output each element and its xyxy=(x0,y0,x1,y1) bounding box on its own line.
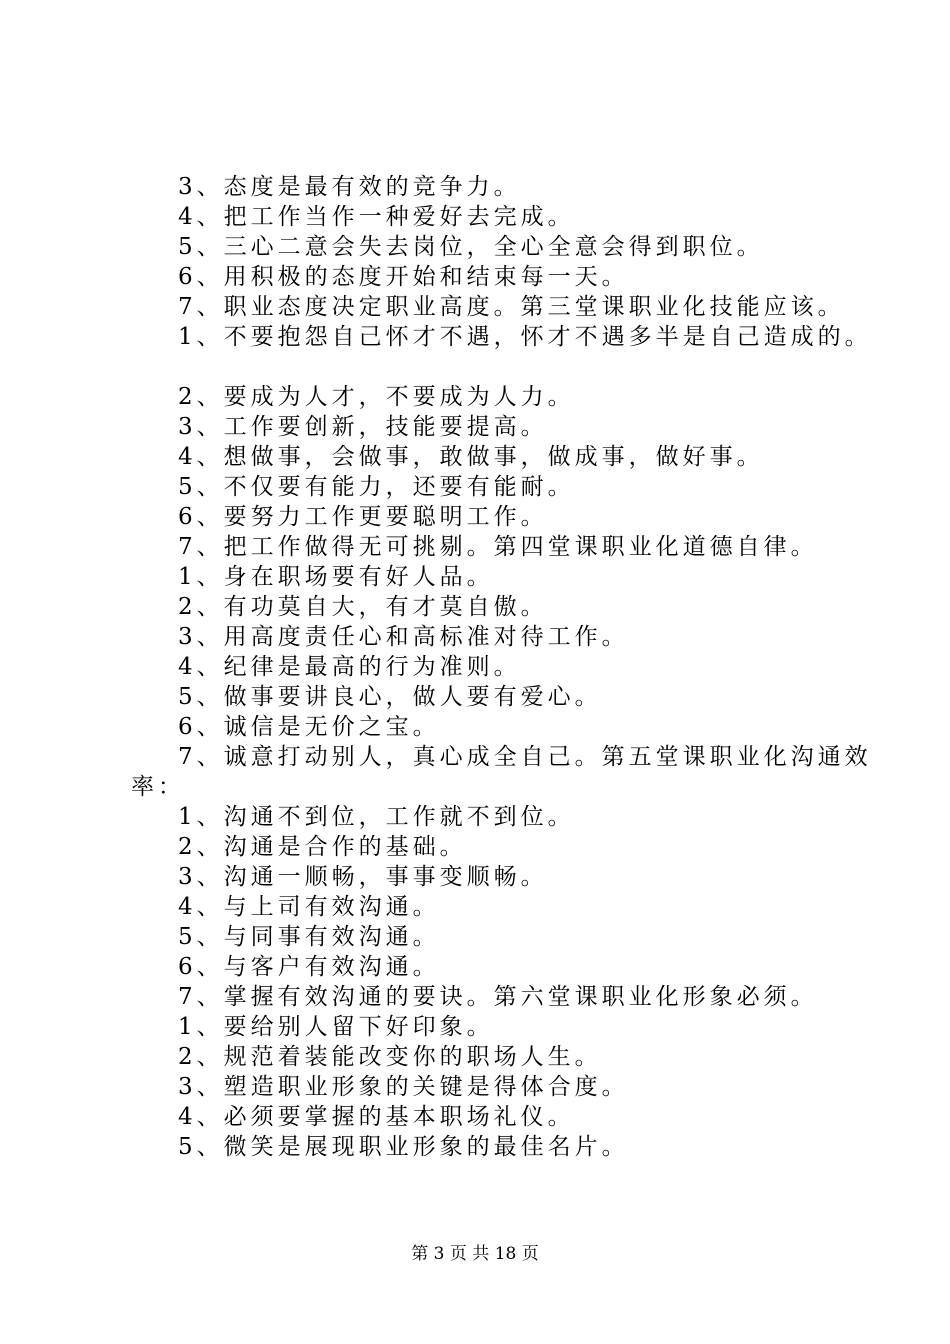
text-line: 3、工作要创新，技能要提高。 xyxy=(178,414,548,440)
text-line: 5、微笑是展现职业形象的最佳名片。 xyxy=(178,1134,629,1160)
text-line: 4、与上司有效沟通。 xyxy=(178,894,440,920)
page-footer: 第 3 页 共 18 页 xyxy=(411,1244,539,1264)
text-line: 7、掌握有效沟通的要诀。第六堂课职业化形象必须。 xyxy=(178,984,818,1010)
text-line: 2、有功莫自大，有才莫自傲。 xyxy=(178,594,548,620)
text-line: 2、沟通是合作的基础。 xyxy=(178,834,467,860)
text-line: 4、想做事，会做事，敢做事，做成事，做好事。 xyxy=(178,444,764,470)
text-line: 1、沟通不到位，工作就不到位。 xyxy=(178,804,575,830)
text-line-wrap: 率： xyxy=(131,774,185,800)
text-line: 1、不要抱怨自己怀才不遇，怀才不遇多半是自己造成的。 xyxy=(178,324,872,350)
text-line: 7、把工作做得无可挑剔。第四堂课职业化道德自律。 xyxy=(178,534,818,560)
text-line: 7、诚意打动别人，真心成全自己。第五堂课职业化沟通效 xyxy=(178,744,872,770)
text-line: 2、要成为人才，不要成为人力。 xyxy=(178,384,575,410)
text-line: 3、塑造职业形象的关键是得体合度。 xyxy=(178,1074,629,1100)
text-line: 4、必须要掌握的基本职场礼仪。 xyxy=(178,1104,575,1130)
text-line: 6、用积极的态度开始和结束每一天。 xyxy=(178,264,629,290)
paragraph-gap xyxy=(131,352,831,382)
text-line: 6、要努力工作更要聪明工作。 xyxy=(178,504,548,530)
text-line: 5、做事要讲良心，做人要有爱心。 xyxy=(178,684,602,710)
text-line: 7、职业态度决定职业高度。第三堂课职业化技能应该。 xyxy=(178,294,845,320)
text-line: 5、不仅要有能力，还要有能耐。 xyxy=(178,474,575,500)
text-line: 5、与同事有效沟通。 xyxy=(178,924,440,950)
text-line: 4、把工作当作一种爱好去完成。 xyxy=(178,204,575,230)
text-line: 6、诚信是无价之宝。 xyxy=(178,714,440,740)
text-line: 3、态度是最有效的竞争力。 xyxy=(178,174,521,200)
text-line: 1、身在职场要有好人品。 xyxy=(178,564,494,590)
text-line: 6、与客户有效沟通。 xyxy=(178,954,440,980)
text-line: 3、沟通一顺畅，事事变顺畅。 xyxy=(178,864,548,890)
text-line: 4、纪律是最高的行为准则。 xyxy=(178,654,521,680)
text-line: 3、用高度责任心和高标准对待工作。 xyxy=(178,624,629,650)
document-body xyxy=(131,172,872,1162)
text-line: 5、三心二意会失去岗位，全心全意会得到职位。 xyxy=(178,234,764,260)
text-line: 2、规范着装能改变你的职场人生。 xyxy=(178,1044,602,1070)
text-line: 1、要给别人留下好印象。 xyxy=(178,1014,494,1040)
